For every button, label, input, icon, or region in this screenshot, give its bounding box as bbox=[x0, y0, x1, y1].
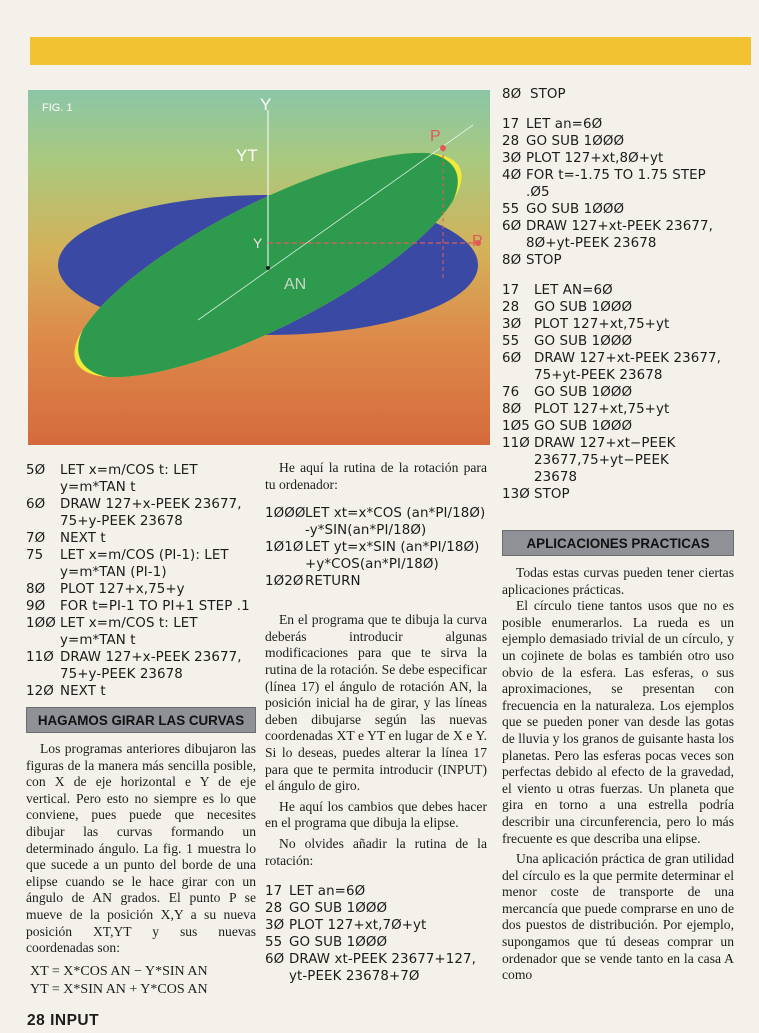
line-code: STOP bbox=[530, 87, 566, 102]
origin-dot bbox=[266, 266, 270, 270]
column-2 bbox=[265, 460, 487, 985]
line-code: 75+y-PEEK 23678 bbox=[60, 667, 183, 682]
line-code: GO SUB 1ØØØ bbox=[526, 202, 625, 217]
code-line bbox=[502, 133, 734, 150]
line-code: y=m*TAN t bbox=[60, 633, 136, 648]
column-3 bbox=[502, 86, 734, 503]
line-number bbox=[265, 522, 305, 539]
line-code: LET x=m/COS t: LET bbox=[60, 463, 198, 478]
axis-y-label: Y bbox=[260, 95, 272, 114]
code-line bbox=[502, 150, 734, 167]
code-line bbox=[26, 581, 256, 598]
line-code: GO SUB 1ØØØ bbox=[534, 300, 633, 315]
top-color-bar bbox=[30, 37, 751, 65]
code-line bbox=[502, 418, 734, 435]
line-number bbox=[265, 556, 305, 573]
code-line bbox=[26, 683, 256, 700]
code-line bbox=[26, 479, 256, 496]
code-line bbox=[26, 564, 256, 581]
line-number: 55 bbox=[502, 202, 520, 217]
line-code: DRAW 127+xt-PEEK 23677, bbox=[534, 351, 721, 366]
code-line bbox=[26, 632, 256, 649]
line-code: LET an=6Ø bbox=[526, 117, 603, 132]
page-number: 28 bbox=[27, 1012, 46, 1029]
code-line bbox=[265, 556, 487, 573]
line-number: 1Ø1Ø bbox=[265, 540, 304, 556]
figure-graphic bbox=[28, 90, 490, 445]
code-line bbox=[265, 883, 487, 900]
line-code: GO SUB 1ØØØ bbox=[289, 901, 388, 917]
line-code: yt-PEEK 23678+7Ø bbox=[289, 969, 420, 985]
line-code: NEXT t bbox=[60, 684, 106, 699]
brand-name: INPUT bbox=[50, 1012, 100, 1029]
point-p-top-label: P bbox=[430, 128, 441, 145]
code-line bbox=[26, 598, 256, 615]
line-number bbox=[502, 235, 526, 252]
code-line bbox=[265, 934, 487, 951]
line-code: DRAW xt-PEEK 23677+127, bbox=[289, 952, 476, 968]
line-code: y=m*TAN t bbox=[60, 480, 136, 495]
code-block-rotation bbox=[265, 505, 487, 590]
code-line bbox=[502, 201, 734, 218]
axis-yt-label: YT bbox=[236, 146, 258, 165]
col2-prose bbox=[265, 612, 487, 869]
line-code: PLOT 127+xt,8Ø+yt bbox=[526, 151, 664, 166]
line-number bbox=[26, 564, 60, 581]
code-line bbox=[502, 384, 734, 401]
code-line bbox=[502, 218, 734, 235]
line-number: 1ØØ bbox=[26, 616, 56, 631]
line-code: 75+yt-PEEK 23678 bbox=[534, 368, 663, 383]
code-line bbox=[502, 435, 734, 452]
code-line bbox=[26, 547, 256, 564]
code-line bbox=[26, 649, 256, 666]
code-line bbox=[26, 615, 256, 632]
col2-paragraph-2: He aquí los cambios que debes hacer en el programa que dibuja la elipse. bbox=[265, 798, 487, 831]
code-line bbox=[502, 235, 734, 252]
code-line bbox=[502, 350, 734, 367]
line-code: +y*COS(an*PI/18Ø) bbox=[305, 557, 439, 573]
line-number: 75 bbox=[26, 548, 44, 563]
code-block-stop bbox=[502, 86, 734, 103]
line-number: 3Ø bbox=[502, 317, 522, 332]
line-number: 13Ø bbox=[502, 487, 530, 502]
code-block-changes bbox=[265, 883, 487, 985]
line-number: 8Ø bbox=[502, 87, 522, 102]
line-code: STOP bbox=[526, 253, 562, 268]
line-number: 17 bbox=[265, 884, 283, 900]
line-code: GO SUB 1ØØØ bbox=[534, 334, 633, 349]
line-number: 7Ø bbox=[26, 531, 46, 546]
an-label: AN bbox=[284, 276, 307, 293]
line-code: 23677,75+yt−PEEK bbox=[534, 453, 669, 468]
line-number: 1Ø2Ø bbox=[265, 574, 304, 590]
line-code: GO SUB 1ØØØ bbox=[526, 134, 625, 149]
code-line bbox=[265, 968, 487, 985]
line-number bbox=[26, 513, 60, 530]
routine-intro-box bbox=[265, 460, 487, 493]
code-line bbox=[265, 573, 487, 590]
line-number: 1ØØØ bbox=[265, 506, 306, 522]
line-code: GO SUB 1ØØØ bbox=[289, 935, 388, 951]
line-number: 28 bbox=[502, 134, 520, 149]
line-code: DRAW 127+xt−PEEK bbox=[534, 436, 676, 451]
line-code: 75+y-PEEK 23678 bbox=[60, 514, 183, 529]
code-line bbox=[265, 951, 487, 968]
line-code: LET yt=x*SIN (an*PI/18Ø) bbox=[305, 540, 480, 556]
col3-paragraph-2: El círculo tiene tantos usos que no es posible enumerarlos. La rueda es un ejemplo demasiado trivial de un círculo, y un cojinete de bolas es también otro uso obvio de la esfera. Las esferas, o sus aproximaciones, se presentan con frecuencia en la naturaleza. Los ejemplos que se pueden poner van desde las gotas de lluvia y los granos de guisante hasta los planetas. Pero las esferas pocas veces son perfectas debido al efecto de la gravedad, el viento u otras fuerzas. Un planeta que gira en torno a una estrella podría describir una circunferencia, pero lo más frecuente es que describa una elipse. bbox=[502, 598, 734, 846]
code-line bbox=[502, 116, 734, 133]
line-number: 6Ø bbox=[502, 219, 522, 234]
col2-paragraph-1: En el programa que te dibuja la curva deberás introducir algunas modificaciones para que te sirva la rutina de la rotación. Se debe especificar (línea 17) el ángulo de rotación AN, la posición inicial ha de girar, y las líneas deben dibujarse según las nuevas coordenadas XT e YT en lugar de X e Y. Si lo deseas, puedes alterar la línea 17 para que te permita introducir (INPUT) el ángulo de giro. bbox=[265, 612, 487, 794]
routine-intro: He aquí la rutina de la rotación para tu ordenador: bbox=[265, 460, 487, 492]
code-line bbox=[502, 452, 734, 469]
line-code: DRAW 127+xt-PEEK 23677, bbox=[526, 219, 713, 234]
line-code: LET x=m/COS (PI-1): LET bbox=[60, 548, 229, 563]
code-line bbox=[265, 522, 487, 539]
code-line bbox=[26, 513, 256, 530]
rotate-paragraph-box bbox=[26, 741, 256, 957]
line-code: LET AN=6Ø bbox=[534, 283, 613, 298]
code-line bbox=[502, 282, 734, 299]
line-number: 55 bbox=[265, 935, 283, 951]
line-code: DRAW 127+x-PEEK 23677, bbox=[60, 497, 242, 512]
line-code: LET an=6Ø bbox=[289, 884, 366, 900]
code-line bbox=[265, 917, 487, 934]
column-1-lower bbox=[26, 707, 256, 999]
line-code: STOP bbox=[534, 487, 570, 502]
line-number: 4Ø bbox=[502, 168, 522, 183]
line-number: 8Ø bbox=[502, 402, 522, 417]
code-line bbox=[502, 299, 734, 316]
code-line bbox=[502, 252, 734, 269]
line-number: 11Ø bbox=[26, 650, 54, 665]
line-number: 11Ø bbox=[502, 436, 530, 451]
code-line bbox=[502, 184, 734, 201]
line-number: 28 bbox=[265, 901, 283, 917]
line-number: 28 bbox=[502, 300, 520, 315]
line-number: 6Ø bbox=[265, 952, 285, 968]
code-line bbox=[26, 666, 256, 683]
code-line bbox=[265, 539, 487, 556]
line-number bbox=[502, 469, 534, 486]
line-code: -y*SIN(an*PI/18Ø) bbox=[305, 523, 427, 539]
line-number: 17 bbox=[502, 117, 520, 132]
line-code: PLOT 127+x,75+y bbox=[60, 582, 185, 597]
line-code: DRAW 127+x-PEEK 23677, bbox=[60, 650, 242, 665]
formula-yt: YT = X*SIN AN + Y*COS AN bbox=[30, 981, 208, 997]
line-code: GO SUB 1ØØØ bbox=[534, 419, 633, 434]
line-code: 8Ø+yt-PEEK 23678 bbox=[526, 236, 657, 251]
formula-xt: XT = X*COS AN − Y*SIN AN bbox=[30, 963, 208, 979]
line-code: RETURN bbox=[305, 574, 361, 590]
code-line bbox=[265, 900, 487, 917]
code-line bbox=[502, 486, 734, 503]
figure-1 bbox=[28, 90, 490, 445]
line-number: 6Ø bbox=[26, 497, 46, 512]
line-number bbox=[502, 184, 526, 201]
col3-prose bbox=[502, 565, 734, 984]
code-line bbox=[502, 469, 734, 486]
y-mark-label: Y bbox=[253, 235, 263, 251]
line-code: FOR t=PI-1 TO PI+1 STEP .1 bbox=[60, 599, 250, 614]
line-number: 9Ø bbox=[26, 599, 46, 614]
column-3-lower bbox=[502, 530, 734, 984]
line-number: 12Ø bbox=[26, 684, 54, 699]
line-number bbox=[26, 479, 60, 496]
code-line bbox=[502, 333, 734, 350]
line-code: LET xt=x*COS (an*PI/18Ø) bbox=[305, 506, 486, 522]
line-code: GO SUB 1ØØØ bbox=[534, 385, 633, 400]
section-heading-applications: APLICACIONES PRACTICAS bbox=[502, 530, 734, 556]
code-line bbox=[502, 401, 734, 418]
col2-paragraph-3: No olvides añadir la rutina de la rotación: bbox=[265, 835, 487, 868]
line-number bbox=[502, 452, 534, 469]
code-line bbox=[502, 367, 734, 384]
line-code: PLOT 127+xt,75+yt bbox=[534, 402, 670, 417]
page-footer bbox=[27, 1012, 99, 1030]
code-line bbox=[502, 167, 734, 184]
code-block-ellipse-rotate bbox=[502, 116, 734, 269]
line-code: .Ø5 bbox=[526, 185, 550, 200]
line-number: 8Ø bbox=[26, 582, 46, 597]
column-1 bbox=[26, 462, 256, 700]
code-line bbox=[26, 462, 256, 479]
code-line bbox=[502, 316, 734, 333]
section-heading-rotate: HAGAMOS GIRAR LAS CURVAS bbox=[26, 707, 256, 733]
line-number: 76 bbox=[502, 385, 520, 400]
code-line bbox=[26, 530, 256, 547]
line-code: PLOT 127+xt,7Ø+yt bbox=[289, 918, 427, 934]
line-code: NEXT t bbox=[60, 531, 106, 546]
code-line bbox=[26, 496, 256, 513]
line-number: 3Ø bbox=[502, 151, 522, 166]
figure-label: FIG. 1 bbox=[42, 102, 73, 114]
line-code: y=m*TAN (PI-1) bbox=[60, 565, 167, 580]
code-line bbox=[265, 505, 487, 522]
col3-paragraph-1: Todas estas curvas pueden tener ciertas aplicaciones prácticas. bbox=[502, 565, 734, 597]
line-number: 17 bbox=[502, 283, 520, 298]
line-number: 5Ø bbox=[26, 463, 46, 478]
point-p-right-label: P bbox=[472, 233, 483, 250]
code-block-1 bbox=[26, 462, 256, 700]
line-code: 23678 bbox=[534, 470, 578, 485]
rotate-paragraph: Los programas anteriores dibujaron las figuras de la manera más sencilla posible, con X de eje horizontal e Y de eje vertical. Pero esto no siempre es lo que conviene, pues puede que necesites dibujar las curvas formando un determinado ángulo. La fig. 1 muestra lo que sucede a un punto del borde de una elipse cuando se le hace girar con un ángulo de AN grados. El punto P se mueve de la posición X,Y a su nueva posición XT,YT y sus nuevas coordenadas son: bbox=[26, 741, 256, 956]
code-line bbox=[502, 86, 734, 103]
line-number: 6Ø bbox=[502, 351, 522, 366]
line-number: 55 bbox=[502, 334, 520, 349]
col3-paragraph-3: Una aplicación práctica de gran utilidad del círculo es la que permite determinar el menor coste de transporte de una mercancía que puede comprarse en uno de dos puestos de distribución. Por ejemplo, supongamos que tú deseas comprar un ordenador que se vende tanto en la casa A como bbox=[502, 851, 734, 983]
line-code: FOR t=-1.75 TO 1.75 STEP bbox=[526, 168, 706, 183]
line-code: LET x=m/COS t: LET bbox=[60, 616, 198, 631]
line-number bbox=[26, 666, 60, 683]
code-block-hyperbola-rotate bbox=[502, 282, 734, 503]
line-code: PLOT 127+xt,75+yt bbox=[534, 317, 670, 332]
line-number bbox=[265, 968, 289, 985]
point-p-rotated bbox=[440, 145, 446, 151]
line-number bbox=[502, 367, 534, 384]
line-number: 3Ø bbox=[265, 918, 285, 934]
line-number: 8Ø bbox=[502, 253, 522, 268]
line-number bbox=[26, 632, 60, 649]
line-number: 1Ø5 bbox=[502, 419, 530, 434]
